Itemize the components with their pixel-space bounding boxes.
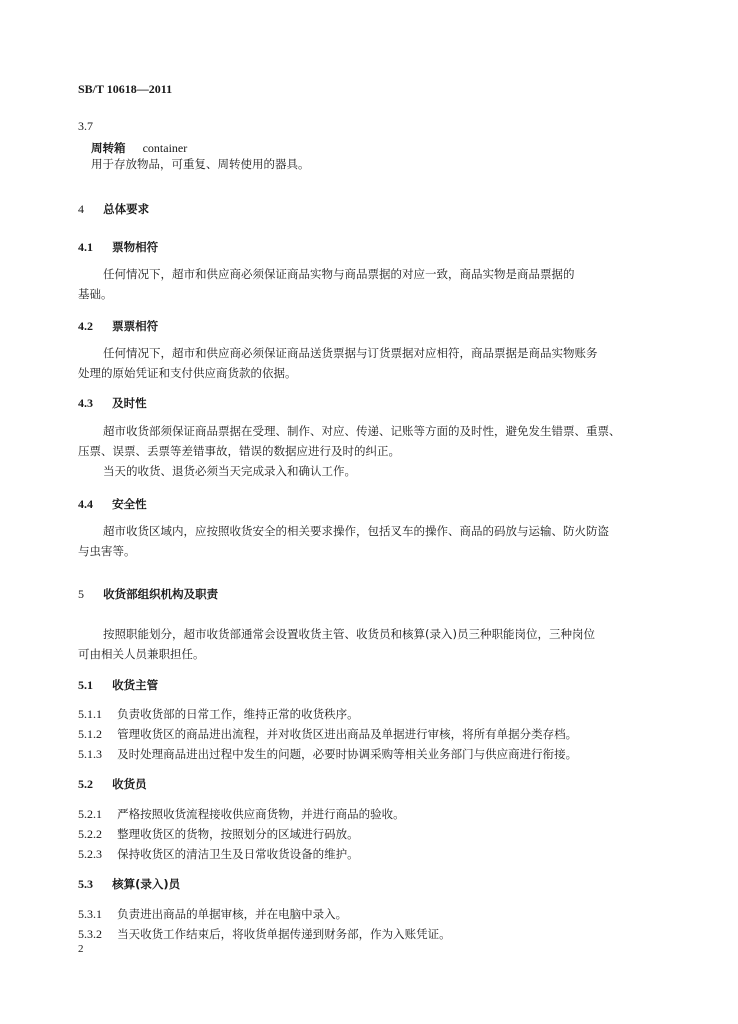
standard-number: SB/T 10618—2011: [78, 82, 173, 96]
term-english: container: [142, 141, 188, 155]
section-heading-5: [78, 583, 218, 602]
clause-number: 4.2: [78, 319, 93, 333]
item-text: 保持收货区的清洁卫生及日常收货设备的维护。: [117, 847, 359, 861]
item-text: 负责进出商品的单据审核，并在电脑中录入。: [117, 907, 348, 921]
clause-title: 及时性: [112, 396, 147, 410]
section-heading-4: [78, 198, 149, 217]
section-title: 总体要求: [103, 202, 150, 216]
item-text: 当天收货工作结束后，将收货单据传递到财务部，作为入账凭证。: [117, 927, 451, 941]
clause-heading-5-1: [78, 674, 158, 693]
clause-heading-5-2: [78, 773, 147, 792]
list-item: [78, 803, 405, 822]
paragraph-line: 当天的收货、退货必须当天完成录入和确认工作。: [103, 464, 356, 478]
item-text: 整理收货区的货物，按照划分的区域进行码放。: [117, 827, 359, 841]
item-number: 5.1.3: [78, 747, 102, 761]
item-number: 5.2.2: [78, 827, 102, 841]
clause-title: 安全性: [112, 497, 147, 511]
paragraph-line: 基础。: [78, 287, 113, 301]
paragraph-line: 压票、误票、丢票等差错事故，错误的数据应进行及时的纠正。: [78, 444, 400, 458]
section-number: 4: [78, 202, 84, 216]
term-chinese: 周转箱: [91, 141, 126, 155]
paragraph-line: 按照职能划分，超市收货部通常会设置收货主管、收货员和核算(录入)员三种职能岗位，三种岗位: [103, 627, 595, 641]
list-item: [78, 703, 359, 722]
list-item: [78, 923, 451, 942]
term-definition: 用于存放物品，可重复、周转使用的器具。: [91, 157, 310, 171]
clause-title: 收货主管: [112, 678, 159, 692]
list-item: [78, 723, 577, 742]
list-item: [78, 743, 577, 762]
list-item: [78, 903, 347, 922]
item-text: 管理收货区的商品进出流程，并对收货区进出商品及单据进行审核，将所有单据分类存档。: [117, 727, 578, 741]
paragraph-line: 与虫害等。: [78, 544, 136, 558]
item-number: 5.3.2: [78, 927, 102, 941]
clause-heading-4-4: [78, 493, 147, 512]
item-text: 负责收货部的日常工作，维持正常的收货秩序。: [117, 707, 359, 721]
paragraph-line: 超市收货区域内，应按照收货安全的相关要求操作，包括叉车的操作、商品的码放与运输、防火防盗: [103, 524, 609, 538]
item-number: 5.3.1: [78, 907, 102, 921]
section-number: 5: [78, 587, 84, 601]
clause-number: 5.3: [78, 877, 93, 891]
clause-heading-5-3: [78, 873, 180, 892]
clause-heading-4-3: [78, 392, 147, 411]
clause-title: 核算(录入)员: [112, 877, 181, 891]
clause-title: 票票相符: [112, 319, 159, 333]
item-text: 严格按照收货流程接收供应商货物，并进行商品的验收。: [117, 807, 405, 821]
list-item: [78, 843, 359, 862]
paragraph-line: 任何情况下，超市和供应商必须保证商品实物与商品票据的对应一致，商品实物是商品票据的: [103, 267, 575, 281]
clause-number: 4.1: [78, 240, 93, 254]
clause-number: 5.2: [78, 777, 93, 791]
item-number: 5.1.2: [78, 727, 102, 741]
paragraph-line: 处理的原始凭证和支付供应商货款的依据。: [78, 366, 297, 380]
clause-heading-4-2: [78, 315, 158, 334]
item-text: 及时处理商品进出过程中发生的问题，必要时协调采购等相关业务部门与供应商进行衔接。: [117, 747, 578, 761]
clause-number: 4.3: [78, 396, 93, 410]
clause-number: 5.1: [78, 678, 93, 692]
list-item: [78, 823, 359, 842]
item-number: 5.2.1: [78, 807, 102, 821]
section-title: 收货部组织机构及职责: [103, 587, 219, 601]
item-number: 5.2.3: [78, 847, 102, 861]
clause-number: 4.4: [78, 497, 93, 511]
clause-number-3-7: 3.7: [78, 119, 93, 133]
clause-title: 收货员: [112, 777, 147, 791]
clause-heading-4-1: [78, 236, 158, 255]
term-entry: [91, 137, 187, 156]
paragraph-line: 可由相关人员兼职担任。: [78, 647, 205, 661]
item-number: 5.1.1: [78, 707, 102, 721]
clause-title: 票物相符: [112, 240, 159, 254]
page-number: 2: [78, 943, 84, 955]
paragraph-line: 任何情况下，超市和供应商必须保证商品送货票据与订货票据对应相符，商品票据是商品实物账务: [103, 346, 598, 360]
paragraph-line: 超市收货部须保证商品票据在受理、制作、对应、传递、记账等方面的及时性，避免发生错票、重票、: [103, 424, 621, 438]
